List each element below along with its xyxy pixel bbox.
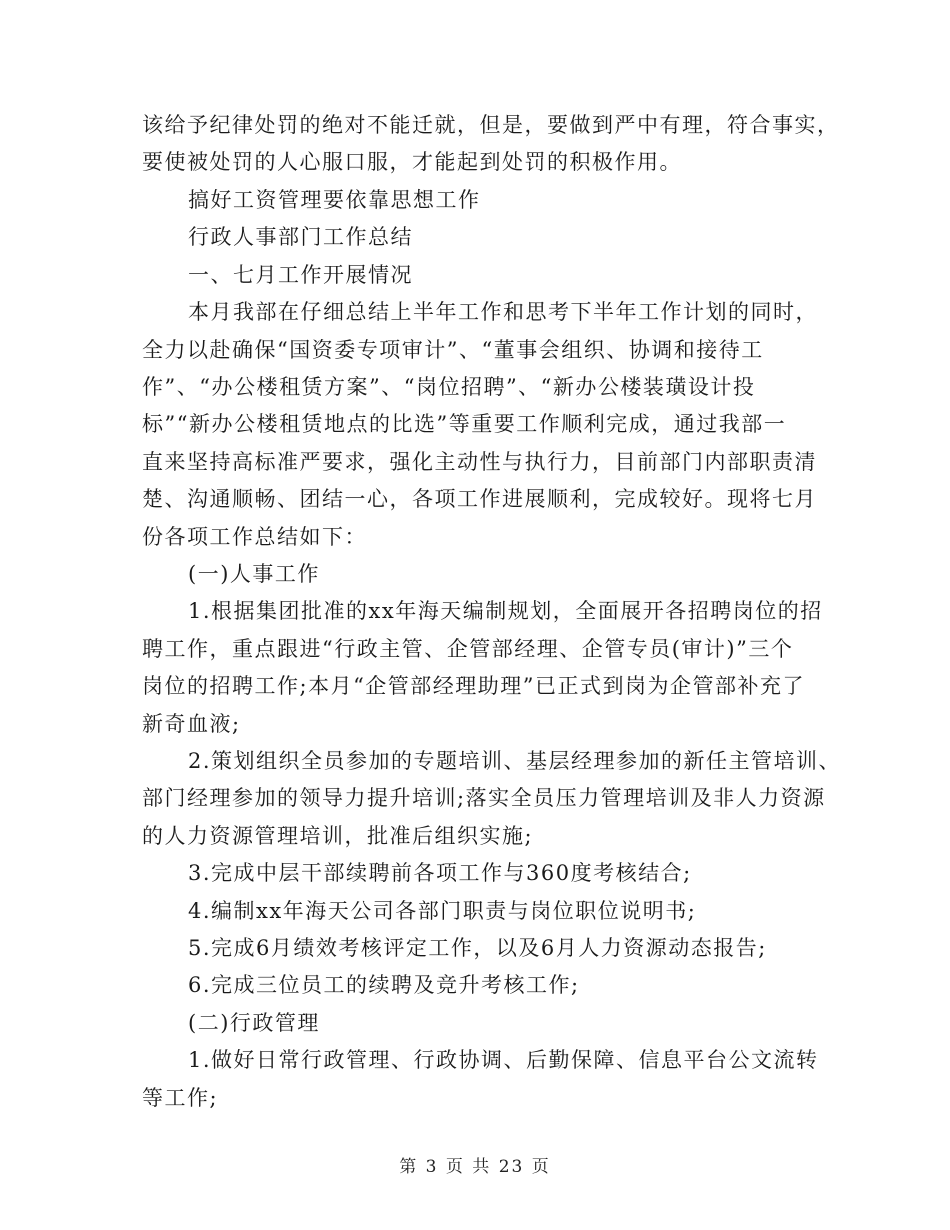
text-line: 等工作; bbox=[142, 1086, 219, 1110]
text-line: 新奇血液; bbox=[142, 712, 241, 736]
text-line: 全力以赴确保“国资委专项审计”、“董事会组织、协调和接待工 bbox=[142, 338, 764, 362]
text-line: 部门经理参加的领导力提升培训;落实全员压力管理培训及非人力资源 bbox=[142, 786, 826, 810]
text-line: 1.根据集团批准的xx年海天编制规划，全面展开各招聘岗位的招 bbox=[188, 599, 823, 623]
text-line: 要使被处罚的人心服口服，才能起到处罚的积极作用。 bbox=[142, 150, 682, 174]
text-line: 楚、沟通顺畅、团结一心，各项工作进展顺利，完成较好。现将七月 bbox=[142, 487, 817, 511]
text-line: 4.编制xx年海天公司各部门职责与岗位职位说明书; bbox=[188, 899, 697, 923]
page-number-footer: 第 3 页 共 23 页 bbox=[399, 1157, 551, 1177]
text-line: 份各项工作总结如下： bbox=[142, 525, 367, 549]
text-line: 本月我部在仔细总结上半年工作和思考下半年工作计划的同时， bbox=[188, 300, 818, 324]
text-line: 6.完成三位员工的续聘及竞升考核工作; bbox=[188, 973, 580, 997]
text-line: 的人力资源管理培训，批准后组织实施; bbox=[142, 824, 534, 848]
text-line: 2.策划组织全员参加的专题培训、基层经理参加的新任主管培训、 bbox=[188, 749, 842, 773]
heading-line: 搞好工资管理要依靠思想工作 bbox=[188, 188, 481, 212]
text-line: 3.完成中层干部续聘前各项工作与360度考核结合; bbox=[188, 861, 692, 885]
subsection-heading: (一)人事工作 bbox=[188, 562, 320, 586]
text-line: 作”、“办公楼租赁方案”、“岗位招聘”、“新办公楼装璜设计投 bbox=[142, 375, 756, 399]
section-heading: 一、七月工作开展情况 bbox=[188, 263, 413, 287]
text-line: 该给予纪律处罚的绝对不能迁就，但是，要做到严中有理，符合事实， bbox=[142, 113, 840, 137]
text-line: 直来坚持高标准严要求，强化主动性与执行力，目前部门内部职责清 bbox=[142, 450, 817, 474]
text-line: 标”“新办公楼租赁地点的比选”等重要工作顺利完成，通过我部一 bbox=[142, 412, 787, 436]
subsection-heading: (二)行政管理 bbox=[188, 1011, 320, 1035]
text-line: 聘工作，重点跟进“行政主管、企管部经理、企管专员(审计)”三个 bbox=[142, 637, 794, 661]
text-line: 岗位的招聘工作;本月“企管部经理助理”已正式到岗为企管部补充了 bbox=[142, 674, 806, 698]
heading-line: 行政人事部门工作总结 bbox=[188, 225, 413, 249]
text-line: 5.完成6月绩效考核评定工作，以及6月人力资源动态报告; bbox=[188, 936, 767, 960]
text-line: 1.做好日常行政管理、行政协调、后勤保障、信息平台公文流转 bbox=[188, 1048, 819, 1072]
